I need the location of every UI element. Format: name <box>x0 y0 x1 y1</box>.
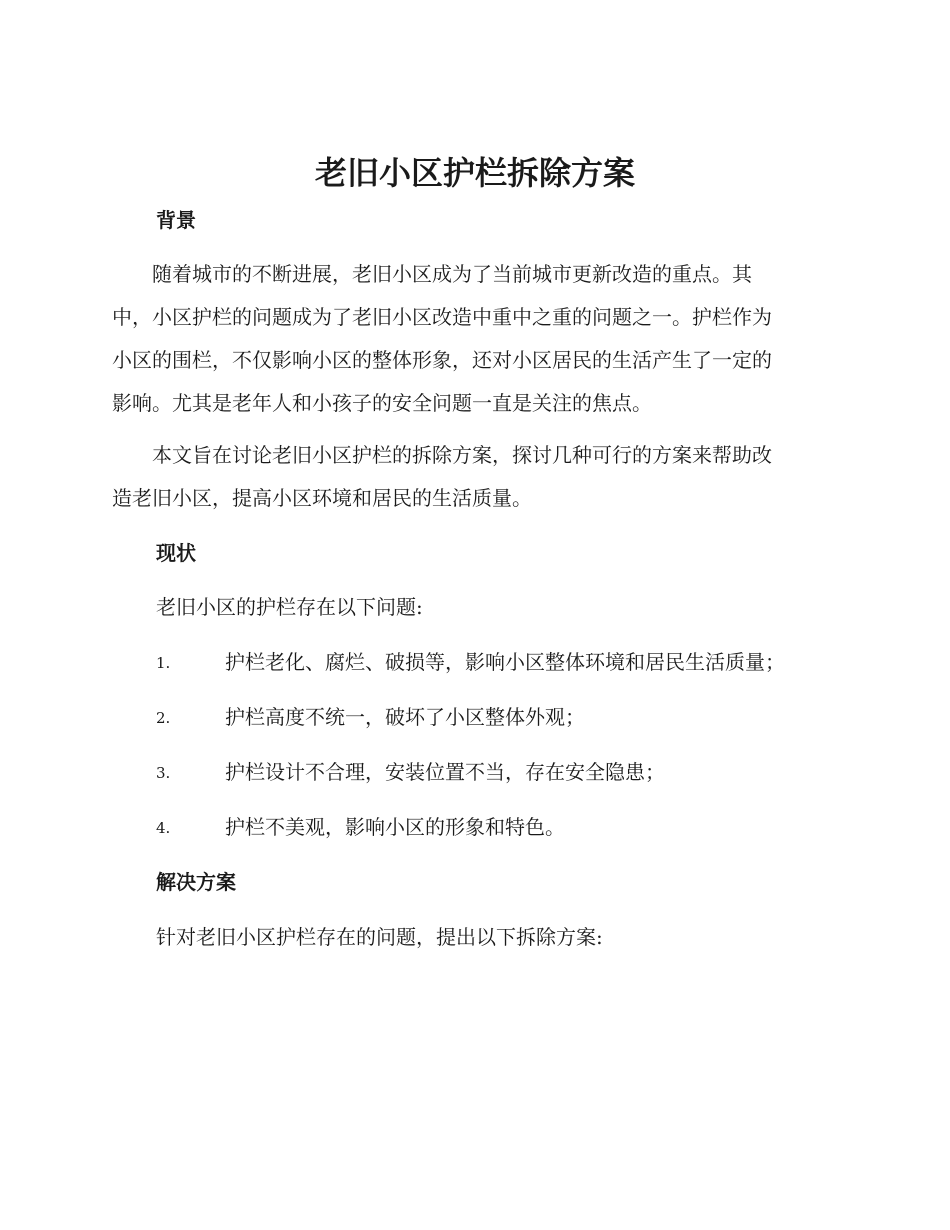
paragraph-line: 本文旨在讨论老旧小区护栏的拆除方案，探讨几种可行的方案来帮助改 <box>112 443 772 467</box>
paragraph-line: 造老旧小区，提高小区环境和居民的生活质量。 <box>112 486 532 510</box>
list-item-text: 护栏不美观，影响小区的形象和特色。 <box>225 815 565 839</box>
paragraph-line: 影响。尤其是老年人和小孩子的安全问题一直是关注的焦点。 <box>112 391 652 415</box>
paragraph-line: 小区的围栏，不仅影响小区的整体形象，还对小区居民的生活产生了一定的 <box>112 348 772 372</box>
list-item <box>156 812 856 842</box>
paragraph-line: 随着城市的不断进展，老旧小区成为了当前城市更新改造的重点。其 <box>112 262 752 286</box>
document-title: 老旧小区护栏拆除方案 <box>314 154 635 192</box>
list-item <box>156 647 856 677</box>
list-item-number: 2. <box>156 709 171 727</box>
solution-intro: 针对老旧小区护栏存在的问题，提出以下拆除方案: <box>156 925 603 949</box>
list-item-text: 护栏设计不合理，安装位置不当，存在安全隐患； <box>225 760 665 784</box>
list-item-number: 4. <box>156 819 171 837</box>
list-item <box>156 702 856 732</box>
status-intro: 老旧小区的护栏存在以下问题: <box>156 595 423 619</box>
list-item-number: 1. <box>156 654 171 672</box>
list-item-number: 3. <box>156 764 171 782</box>
section-heading-status: 现状 <box>156 541 196 565</box>
list-item-text: 护栏老化、腐烂、破损等，影响小区整体环境和居民生活质量； <box>225 650 785 674</box>
background-paragraph-2 <box>112 434 832 520</box>
list-item <box>156 757 856 787</box>
background-paragraph-1 <box>112 253 832 425</box>
paragraph-line: 中，小区护栏的问题成为了老旧小区改造中重中之重的问题之一。护栏作为 <box>112 305 772 329</box>
list-item-text: 护栏高度不统一，破坏了小区整体外观； <box>225 705 585 729</box>
section-heading-background: 背景 <box>156 208 196 232</box>
section-heading-solution: 解决方案 <box>156 870 236 894</box>
